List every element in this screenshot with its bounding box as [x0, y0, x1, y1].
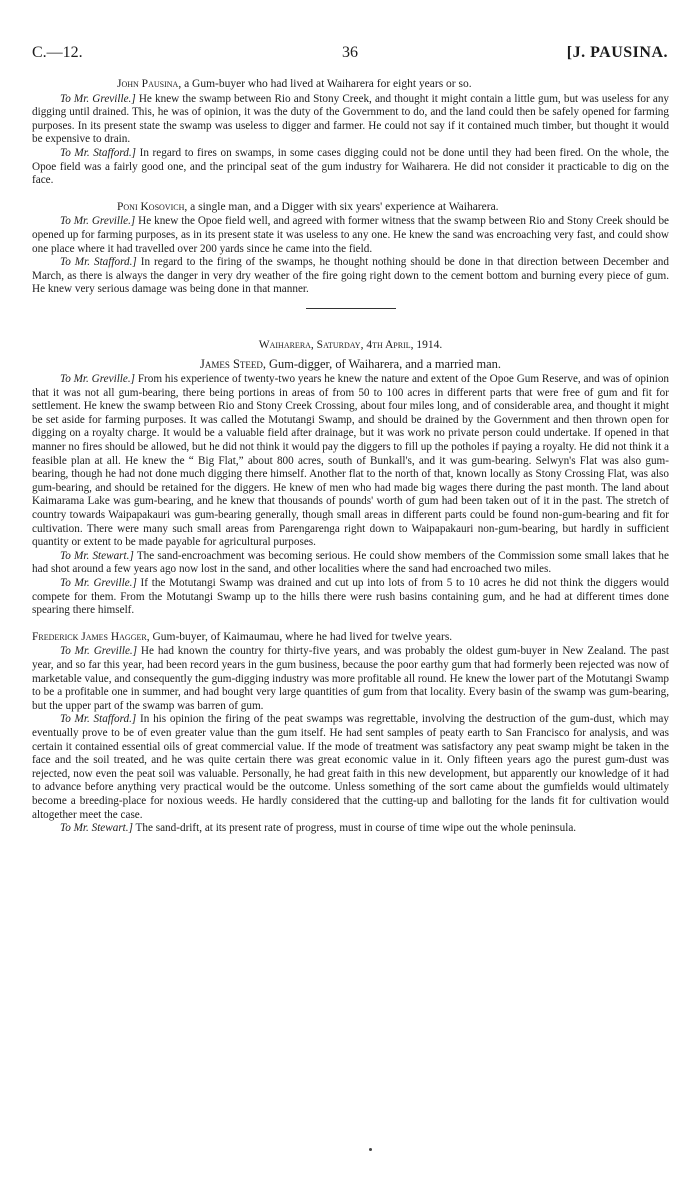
- testimony-text: The sand-drift, at its present rate of progress, must in course of time wipe out the whole peninsula.: [132, 822, 577, 835]
- page-number: 36: [342, 44, 358, 61]
- testimony-text: If the Motutangi Swamp was drained and cut up into lots of from 5 to 10 acres he did not think the diggers would compete for them. From the Motutangi Swamp up to the hills there were rush basins containing gum, and he had at different times done spearing there himself.: [32, 577, 670, 617]
- testimony-text: In regard to the firing of the swamps, he thought nothing should be done in that direction between December and March, as there is always the danger in very dry weather of the fire going right down to the cement bottom and burning every piece of gum. He knew very serious damage was being done in that manner.: [32, 256, 669, 296]
- witness-name: James Steed: [200, 356, 263, 371]
- testimony-text: He knew the Opoe field well, and agreed with former witness that the swamp between Rio and Stony Creek should be opened up for farming purposes, as in its present state it was useless to any one. He knew the sand was encroaching very fast, and could show one place where it had travelled over 200 yards since he came into the field.: [32, 215, 670, 255]
- examiner: To Mr. Stafford.]: [60, 713, 137, 726]
- examiner: To Mr. Stafford.]: [60, 256, 137, 269]
- testimony-text: In regard to fires on swamps, in some cases digging could not be done until they had been fired. On the whole, the Opoe field was a fairly good one, and the principal seat of the gum industry for Waiharera. He did not consider it practicable to dig on the face.: [32, 146, 670, 187]
- testimony-paragraph: [32, 147, 669, 188]
- examiner: To Mr. Greville.]: [60, 577, 137, 589]
- testimony-paragraph: [32, 713, 669, 822]
- witness-heading: [32, 631, 669, 645]
- sitting-date: Waiharera, Saturday, 4th April, 1914.: [258, 338, 443, 351]
- testimony-paragraph: [32, 577, 669, 618]
- witness-description: , Gum-buyer, of Kaimaumau, where he had lived for twelve years.: [146, 630, 453, 643]
- testimony-paragraph: [32, 93, 669, 147]
- witness-description: , a Gum-buyer who had lived at Waiharera for eight years or so.: [178, 78, 472, 90]
- examiner: To Mr. Greville.]: [60, 645, 138, 658]
- examiner: To Mr. Stewart.]: [60, 822, 133, 835]
- witness-name: Poni Kosovich: [117, 200, 185, 213]
- examiner: To Mr. Greville.]: [60, 92, 136, 105]
- witness-description: , a single man, and a Digger with six years' experience at Waiharera.: [184, 200, 499, 213]
- page-header: [32, 44, 668, 66]
- examiner: To Mr. Stewart.]: [60, 549, 134, 562]
- testimony-paragraph: [32, 373, 669, 550]
- witness-heading: [32, 201, 669, 215]
- testimony-paragraph: [32, 215, 669, 256]
- testimony-paragraph: [32, 822, 669, 836]
- witness-description: , Gum-digger, of Waiharera, and a married man.: [262, 356, 501, 371]
- header-right: [J. PAUSINA.: [566, 44, 668, 61]
- examiner: To Mr. Greville.]: [60, 215, 136, 228]
- section-divider: [306, 308, 396, 309]
- witness-name: John Pausina: [117, 78, 179, 90]
- testimony-paragraph: [32, 645, 669, 713]
- witness-name: Frederick James Hagger: [32, 630, 147, 643]
- document-body: [32, 78, 669, 836]
- testimony-paragraph: [32, 550, 669, 577]
- testimony-text: He knew the swamp between Rio and Stony Creek, and thought it might contain a little gum, but was useless for any digging until drained. This, he was of opinion, it was the duty of the Government to do, and the land could then be safely opened for farming purposes. In its present state the swamp was useless to digger and farmer. He could not say if it contained much timber, but thought it would be expensive to drain.: [32, 92, 670, 146]
- examiner: To Mr. Stafford.]: [60, 146, 137, 159]
- testimony-text: From his experience of twenty-two years he knew the nature and extent of the Opoe Gum Reserve, and was of opinion that it was not all gum-bearing, there being portions in areas of from 50 to 100 acres in different parts that were free of gum and fit for settlement. He knew the swamp between Rio and Stony Creek Crossing, about four miles long, and of considerable area, and thought it might be set aside for farming purposes. It was called the Motutangi Swamp, and should be drained by the Government and then thrown open for digging on a royalty charge. It would be a valuable field after drainage, but it was work no private person could undertake. If opened in that manner no fires should be allowed, but he did not think it would pay the diggers to fill up the potholes if paying a royalty. He did not think it a feasible plan at all. He knew the “ Big Flat,” about 800 acres, south of Bunkall's, and it was gum-bearing. Selwyn's Flat was also gum-bearing, though he had not done much digging there himself. Another flat to the north of that, known locally as Stony Crossing Flat, was also gum-bearing, and should be retained for the diggers. He knew of men who had made big wages there during the past month. The land about Kaimaramа Lake was gum-bearing, and he knew that thousands of pounds' worth of gum had been taken out of it in the past. The stretch of country towards Waipapakauri was gum-bearing generally, though small areas in different parts could be found non-gum-bearing and fit for cultivation. There were many such small areas from Parengarenga right down to Waipapakauri non-gum-bearing, but hardly in sufficient quantity or extent to be made payable for agricultural purposes.: [32, 373, 670, 549]
- page-mark: [369, 1148, 372, 1151]
- testimony-paragraph: [32, 256, 669, 297]
- examiner: To Mr. Greville.]: [60, 373, 136, 386]
- testimony-text: The sand-encroachment was becoming serious. He could show members of the Commission some small lakes that he had shot around a few years ago now lost in the sand, and other localities where the sand had encroached two miles.: [32, 549, 669, 576]
- witness-heading: [32, 78, 669, 92]
- testimony-text: In his opinion the firing of the peat swamps was regrettable, involving the destruction of the gum-dust, which may eventually prove to be of even greater value than the gum itself. He had sent samples of peaty earth to San Francisco for analysis, and was certain it contained essential oils of great commercial value. If the mode of treatment was satisfactory any peat swamp might be taken in the face and the soil treated, and he was quite certain there was great economic value in it. Only fifteen years ago the purest gum-dust was rejected, now even the peat soil was valuable. Personally, he had great faith in this new development, but apparently our knowledge of it had to advance before anything very practical would be the outcome. Unless something of the sort came about the gumfields would ultimately become a breeding-place for noxious weeds. He hardly considered that the cutting-up and balloting for the lands fit for cultivation would altogether meet the case.: [32, 713, 669, 821]
- testimony-text: He had known the country for thirty-five years, and was probably the oldest gum-buyer in New Zealand. The past year, and so far this year, had been record years in the gum business, because the poor earthy gum that had formerly been rejected was now of marketable value, and consequently the gum-digging industry was more profitable all round. He knew the lower part of the Motutangi Swamp to be a profitable one in summer, and had bought very large quantities of gum from that locality. Every basin of the swamp was gum-bearing, but the upper part of the swamp was barren of gum.: [32, 645, 669, 712]
- header-left: C.—12.: [32, 44, 83, 61]
- witness-heading: [32, 358, 669, 372]
